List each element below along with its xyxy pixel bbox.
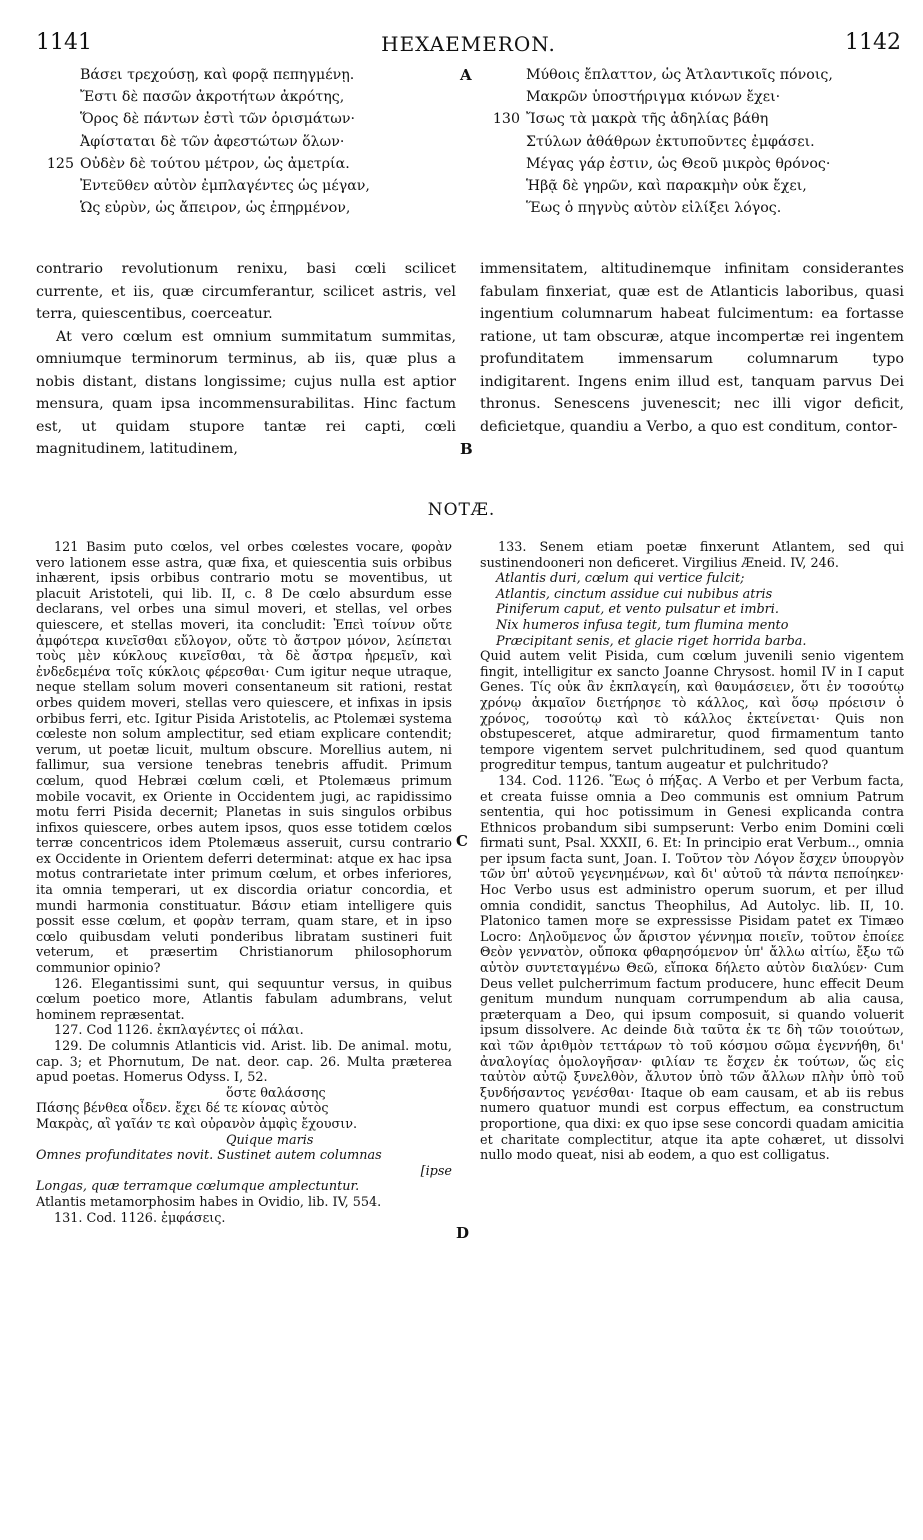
verse-line: Ἀφίσταται δὲ τῶν ἀφεστώτων ὅλων·: [80, 133, 345, 150]
homer-greek-line: Μακρὰς, αἳ γαῖάν τε καὶ οὐρανὸν ἀμφὶς ἔχουσιν.: [36, 1116, 358, 1132]
verse-line: Ἡβᾷ δὲ γηρῶν, καὶ παρακμὴν οὐκ ἔχει,: [526, 177, 807, 194]
page-header: [36, 30, 901, 60]
latin-paragraph: At vero cœlum est omnium summitatum summitas, omniumque terminorum terminus, ab iis, quæ plus a nobis distant, distans longissime; cujus nulla est aptior mensura, quam ipsa incommensurabilitas. Hinc factum est, ut quidam stupore tantæ rei capti, cœli magnitudinem, latitudinem,: [36, 328, 456, 457]
homer-greek-line: Πάσης βένθεα οἶδεν. ἔχει δέ τε κίονας αὐτὸς: [36, 1101, 329, 1117]
verse-line: Ἕως ὁ πηγνὺς αὐτὸν εἰλίξει λόγος.: [526, 200, 782, 217]
note-ovid: Atlantis metamorphosim habes in Ovidio, lib. IV, 554.: [36, 1194, 382, 1210]
verse-line: 125 Οὐδὲν δὲ τούτου μέτρον, ὡς ἀμετρία.: [80, 153, 440, 175]
verse-line: Μύθοις ἔπλαττον, ὡς Ἀτλαντικοῖς πόνοις,: [526, 67, 833, 83]
margin-mark-a: A: [460, 66, 472, 84]
verse-line: 130 Ἴσως τὰ μακρὰ τῆς ἀδηλίας βάθη: [526, 108, 906, 130]
homer-latin-line: Omnes profunditates novit. Sustinet autem columnas: [36, 1148, 382, 1164]
verse-line: Στύλων ἀθάθρων ἐκτυποῦντες ἐμφάσει.: [526, 133, 815, 150]
verse-line: Βάσει τρεχούσῃ, καὶ φορᾷ πεπηγμένῃ.: [80, 67, 355, 83]
note-133-continued: Quid autem velit Pisida, cum cœlum juvenili senio vigentem fingit, intelligitur ex sancto Joanne Chrysost. homil IV in I caput Genes. Τίς οὐκ ἂν ἐκπλαγείη, καὶ θαυμάσειεν, ὅτι ἐν τοσούτῳ χρόνῳ ἀκμαῖον διετήρησε τὸ κάλλος, καὶ ὅσῳ πρόεισιν ὁ χρόνος, τοσούτῳ καὶ τὸ κάλλος ἐκτείνεται· Quis non obstupesceret, atque admiraretur, quod firmamentum tanto tempore vigentem servet pulchritudinem, sed quod quantum progreditur tempus, tantum augeatur et pulchritudo?: [480, 649, 904, 774]
virgil-line: Piniferum caput, et vento pulsatur et imbri.: [496, 602, 779, 618]
notes-column-right: [480, 540, 904, 1164]
running-title: HEXAEMERON.: [381, 32, 556, 56]
homer-latin-line: Quique maris: [226, 1132, 314, 1148]
verse-line: Ὡς εὐρὺν, ὡς ἄπειρον, ὡς ἐπηρμένον,: [80, 200, 351, 217]
note-121: 121 Basim puto cœlos, vel orbes cœlestes vocare, φορὰν vero lationem esse astra, quæ fixa, et quiescentia suis orbibus inhærent, ipsis orbibus contrario motu se moventibus, ut placuit Aristoteli, qui lib. II, c. 8 De cœlo absurdum esse declarans, vel orbes una simul moveri, et stellas, vel orbes quiescere, et stellas moveri, ita concludit: Ἐπεὶ τοίνυν οὔτε ἀμφότερα κινεῖσθαι εὔλογον, οὔτε τὸ ἄστρον μόνον, λείπεται τοὺς μὲν κύκλους κινεῖσθαι, τὰ δὲ ἄστρα ἠρεμεῖν, καὶ ἐνδεδεμένα τοῖς κύκλοις φέρεσθαι· Cum igitur neque utraque, neque stellam solum moveri consentaneum sit rationi, restat orbes quidem moveri, stellas vero quiescere, et infixas in ipsis orbibus ferri, etc. Igitur Pisida Aristotelis, ac Ptolemæi systema cœleste non solum amplectitur, sed etiam explicare contendit; verum, ut poetæ licuit, multum obscure. Morellius autem, ni fallimur, sua versione tenebras tenebris affudit. Primum cœlum, quod Hebræi cœlum cœli, et Ptolemæus primum mobile vocavit, ex Oriente in Occidentem jugi, ac rapidissimo motu ferri Pisida decernit; Planetas in suis singulos orbibus infixos quiescere, orbes autem ipsos, quos esse totidem cœlos terræ concentricos idem Ptolemæus asseruit, cursu contrario ex Occidente in Orientem deferri determinat: atque ex hac ipsa motus contrarietate inter primum cœlum, et orbes inferiores, ita omnia temperari, ut ex discordia oriatur concordia, et mundi harmonia constituatur. Βάσιν etiam intelligere quis possit esse cœlum, et φορὰν terram, quam stare, et in ipso cœlo quibusdam veluti ponderibus libratam sustineri fuit veterum, et præsertim Christianorum philosophorum communior opinio?: [36, 540, 452, 977]
verse-line: Ὅρος δὲ πάντων ἐστὶ τῶν ὁρισμάτων·: [80, 111, 356, 128]
note-131: 131. Cod. 1126. ἐμφάσεις.: [54, 1210, 226, 1226]
verse-number: 130: [492, 111, 520, 128]
verse-line: Ἔστι δὲ πασῶν ἀκροτήτων ἀκρότης,: [80, 89, 345, 106]
verse-line: Ἐντεῦθεν αὐτὸν ἐμπλαγέντες ὡς μέγαν,: [80, 177, 370, 194]
page-number-right: 1142: [845, 30, 901, 55]
greek-verse-left: [46, 64, 440, 219]
note-129: 129. De columnis Atlanticis vid. Arist. lib. De animal. motu, cap. 3; et Phornutum, De nat. deor. cap. 26. Multa præterea apud poetas. Homerus Odyss. I, 52.: [36, 1039, 452, 1086]
latin-translation-right: [480, 258, 904, 438]
verse-line: Μέγας γάρ ἐστιν, ὡς Θεοῦ μικρὸς θρόνος·: [526, 155, 831, 172]
virgil-line: Præcipitant senis, et glacie riget horrida barba.: [496, 633, 807, 649]
note-133: 133. Senem etiam poetæ finxerunt Atlantem, sed qui sustinendooneri non deficeret. Virgilius Æneid. IV, 246.: [480, 540, 904, 571]
note-134: 134. Cod. 1126. Ἕως ὁ πήξας. A Verbo et per Verbum facta, et creata fuisse omnia a Deo communis est omnium Patrum sententia, qui hoc potissimum in Genesi explicanda contra Ethnicos probandum sibi sumpserunt: Verbo enim Domini cœli firmati sunt, Psal. XXXII, 6. Et: In principio erat Verbum.., omnia per ipsum facta sunt, Joan. I. Τοῦτον τὸν Λόγον ἔσχεν ὑπουργὸν τῶν ὑπ' αὐτοῦ γεγενημένων, καὶ δι' αὐτοῦ τὰ πάντα πεποίηκεν· Hoc Verbo usus est administro operum suorum, et per illud omnia condidit, sanctus Theophilus, Ad Autolyc. lib. II, 10. Platonico tamen more se expressisse Pisidam patet ex Timæo Locro: Δηλοῦμενος ὦν ἄριστον γέννημα ποιεῖν, τοῦτον ἐποίεε Θεὸν γεννατὸν, οὔποκα φθαρησόμενον ὑπ' ἄλλω αἰτίω, ἔξω τῶ αὐτὸν συντεταγμένω Θεῶ, εἴποκα δήλετο αὐτὸν διαλύεν· Cum Deus vellet pulcherrimum factum producere, hunc effecit Deum genitum mundum nunquam corrumpendum ab alia causa, præterquam a Deo, qui ipsum composuit, si quando voluerit ipsum dissolvere. Ac deinde διὰ ταῦτα ἐκ τε δὴ τῶν τοιούτων, καὶ τῶν ἀριθμὸν τεττάρων τὸ τοῦ κόσμου σῶμα ἐγεννήθη, δι' ἀναλογίας ὁμολογῆσαν· φιλίαν τε ἔσχεν ἐκ τούτων, ὥς εἰς ταὐτὸν αὐτῷ ξυνελθὸν, ἄλυτον ὑπὸ τῶν ἄλλων πλὴν ὑπὸ τοῦ ξυνδήσαντος γενέσθαι· Itaque ob eam causam, et ab iis rebus numero quatuor mundi est corpus effectum, ea constructum proportione, qua dixi: ex quo ipse sese concordi quadam amicitia et charitate complectitur, atque ita apte cohæret, ut dissolvi nullo modo queat, nisi ab eodem, a quo est colligatus.: [480, 773, 904, 1164]
homer-latin-line: [ipse: [420, 1163, 452, 1179]
note-126: 126. Elegantissimi sunt, qui sequuntur versus, in quibus cœlum poetico more, Atlantis fabulam adumbrans, velut hominem repræsentat.: [36, 976, 452, 1023]
verse-line: Μακρῶν ὑποστήριγμα κιόνων ἔχει·: [526, 89, 781, 106]
notes-heading: NOTÆ.: [427, 500, 496, 520]
latin-translation-left: [36, 258, 456, 461]
greek-verse-right: [492, 64, 906, 219]
latin-paragraph: immensitatem, altitudinemque infinitam considerantes fabulam finxeriat, quæ est de Atlanticis laboribus, quasi ingentium columnarum habeat fulcimentum: ea fortasse ratione, ut tam obscuræ, atque incompertæ rei ingentem profunditatem immensarum columnarum typo indigitarent. Ingens enim illud est, tanquam parvus Dei thronus. Senescens juvenescit; nec illi vigor deficit, deficietque, quandiu a Verbo, a quo est conditum, contor-: [480, 261, 904, 435]
latin-paragraph: contrario revolutionum renixu, basi cœli scilicet currente, et iis, quæ circumferantur, scilicet astris, vel terra, quiescentibus, coerceatur.: [36, 261, 456, 322]
verse-number: 125: [46, 155, 74, 172]
margin-mark-d: D: [456, 1224, 470, 1242]
homer-greek-line: ὅστε θαλάσσης: [226, 1085, 326, 1101]
notes-column-left: [36, 540, 452, 1226]
virgil-line: Atlantis duri, cœlum qui vertice fulcit;: [496, 571, 745, 587]
page-number-left: 1141: [36, 30, 92, 55]
virgil-line: Nix humeros infusa tegit, tum flumina mento: [496, 617, 789, 633]
margin-mark-b: B: [460, 440, 473, 458]
virgil-line: Atlantis, cinctum assidue cui nubibus atris: [496, 586, 773, 602]
margin-mark-c: C: [456, 832, 468, 850]
note-127: 127. Cod 1126. ἐκπλαγέντες οἱ πάλαι.: [54, 1023, 304, 1039]
homer-latin-line: Longas, quæ terramque cœlumque amplectuntur.: [36, 1179, 360, 1195]
